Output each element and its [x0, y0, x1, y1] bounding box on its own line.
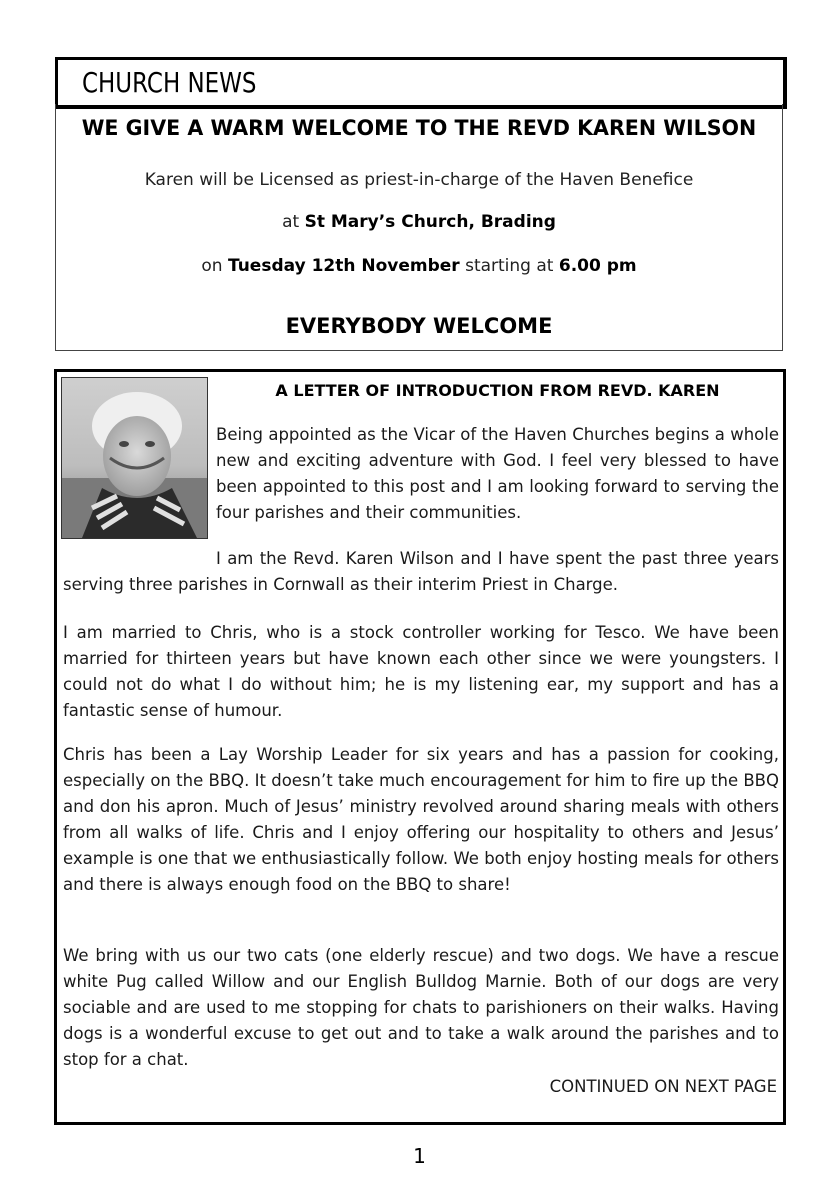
licensing-line: Karen will be Licensed as priest-in-charge of the Haven Benefice: [144, 170, 694, 190]
everybody-welcome: EVERYBODY WELCOME: [285, 314, 553, 338]
welcome-title: WE GIVE A WARM WELCOME TO THE REVD KAREN WILSON: [81, 116, 757, 140]
portrait-image: [62, 378, 207, 538]
date-time-line: [56, 256, 782, 276]
welcome-announcement: [55, 104, 783, 351]
letter-heading: A LETTER OF INTRODUCTION FROM REVD. KAREN: [275, 381, 720, 400]
introduction-letter: [54, 369, 786, 1125]
page-number: 1: [413, 1144, 426, 1168]
letter-paragraph: I am the Revd. Karen Wilson and I have spent the past three years serving three parishes in Cornwall as their interim Priest in Charge.: [63, 549, 779, 594]
time-prefix: starting at: [459, 256, 559, 276]
karen-portrait-photo: [61, 377, 208, 539]
continued-note: CONTINUED ON NEXT PAGE: [549, 1077, 777, 1096]
event-time: 6.00 pm: [558, 256, 637, 276]
letter-paragraph: Chris has been a Lay Worship Leader for six years and has a passion for cooking, especially on the BBQ. It doesn’t take much encouragement for him to fire up the BBQ and don his apron. Much of Jesus’ ministry revolved around sharing meals with others from all walks of life. Chris and I enjoy offering our hospitality to others and Jesus’ example is one that we enthusiastically follow. We both enjoy hosting meals for others and there is always enough food on the BBQ to share!: [63, 745, 779, 894]
letter-paragraph: Being appointed as the Vicar of the Haven Churches begins a whole new and exciting adventure with God. I feel very blessed to have been appointed to this post and I am looking forward to serving the four parishes and their communities.: [216, 425, 779, 522]
section-title: CHURCH NEWS: [82, 66, 257, 99]
venue-prefix: at: [282, 212, 305, 232]
letter-paragraph: We bring with us our two cats (one elderly rescue) and two dogs. We have a rescue white Pug called Willow and our English Bulldog Marnie. Both of our dogs are very sociable and are used to me stopping for chats to parishioners on their walks. Having dogs is a wonderful excuse to get out and to take a walk around the parishes and to stop for a chat.: [63, 946, 779, 1069]
section-header: [55, 57, 787, 109]
letter-paragraph: I am married to Chris, who is a stock controller working for Tesco. We have been married for thirteen years but have known each other since we were youngsters. I could not do what I do without him; he is my listening ear, my support and has a fantastic sense of humour.: [63, 623, 779, 720]
date-prefix: on: [201, 256, 228, 276]
venue-line: [56, 212, 782, 232]
event-date: Tuesday 12th November: [227, 256, 460, 276]
venue-name: St Mary’s Church, Brading: [304, 212, 556, 232]
